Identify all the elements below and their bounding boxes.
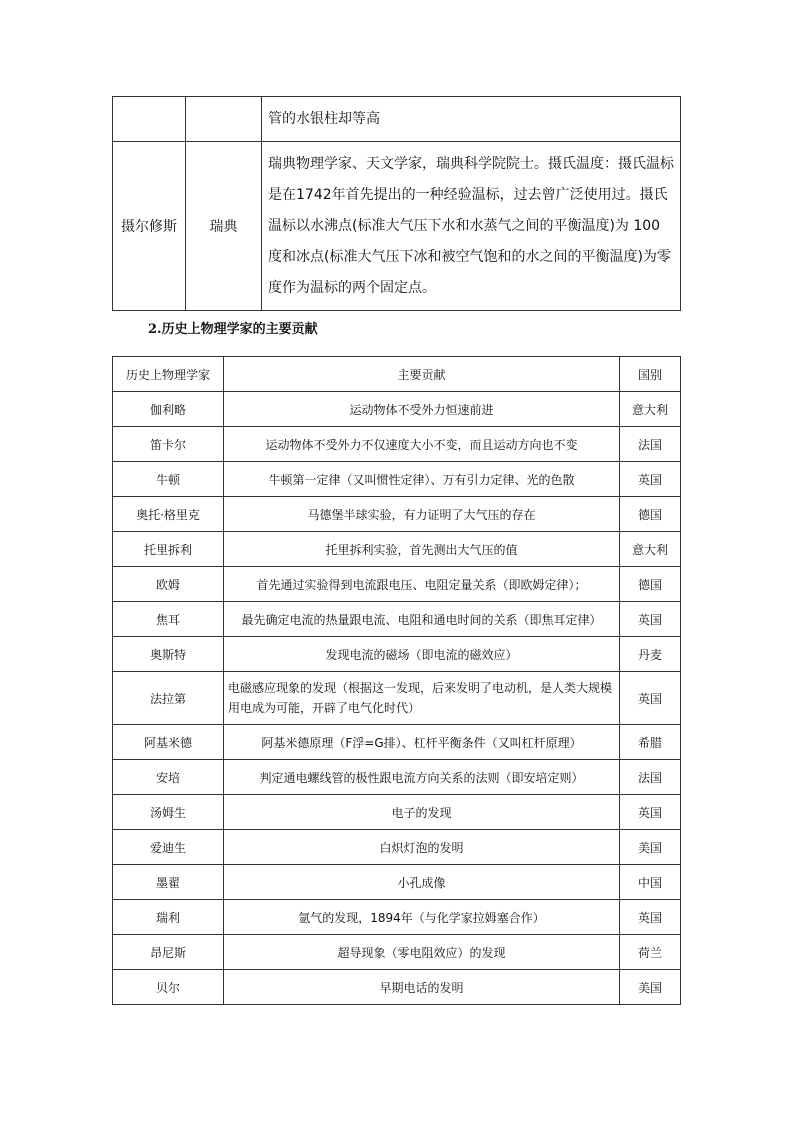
- scientist-name: 牛顿: [113, 462, 224, 497]
- table-row: [113, 602, 681, 637]
- table-header-row: [113, 357, 681, 392]
- scientist-name: 爱迪生: [113, 830, 224, 865]
- header-scientist: 历史上物理学家: [113, 357, 224, 392]
- scientist-name: 笛卡尔: [113, 427, 224, 462]
- country-cell: 德国: [620, 567, 681, 602]
- table-row: [113, 392, 681, 427]
- country-cell: 法国: [620, 760, 681, 795]
- table-cell: [113, 97, 186, 142]
- country-cell: 荷兰: [620, 935, 681, 970]
- table-row: [113, 672, 681, 725]
- country-cell: 希腊: [620, 725, 681, 760]
- contribution-cell: 马德堡半球实验，有力证明了大气压的存在: [224, 497, 620, 532]
- contribution-table: [112, 356, 681, 1005]
- table-row: [113, 142, 681, 311]
- table-row: [113, 97, 681, 142]
- contribution-cell: 运动物体不受外力恒速前进: [224, 392, 620, 427]
- table-row: [113, 760, 681, 795]
- table-cell-description: 管的水银柱却等高: [262, 97, 681, 142]
- table-row: [113, 970, 681, 1005]
- scientist-name: 伽利略: [113, 392, 224, 427]
- country-cell: 英国: [620, 602, 681, 637]
- country-cell: 英国: [620, 795, 681, 830]
- contribution-cell: 运动物体不受外力不仅速度大小不变，而且运动方向也不变: [224, 427, 620, 462]
- contribution-cell: 首先通过实验得到电流跟电压、电阻定量关系（即欧姆定律）；: [224, 567, 620, 602]
- country-cell: 意大利: [620, 532, 681, 567]
- scientist-name: 奥斯特: [113, 637, 224, 672]
- country-cell: 意大利: [620, 392, 681, 427]
- table-row: [113, 830, 681, 865]
- table-cell: [186, 97, 262, 142]
- table-row: [113, 865, 681, 900]
- scientist-name: 法拉第: [113, 672, 224, 725]
- contribution-cell: 白炽灯泡的发明: [224, 830, 620, 865]
- country-cell: 英国: [620, 900, 681, 935]
- scientist-name: 奥托·格里克: [113, 497, 224, 532]
- table-row: [113, 427, 681, 462]
- table-row: [113, 900, 681, 935]
- scientist-name: 汤姆生: [113, 795, 224, 830]
- scientist-name: 贝尔: [113, 970, 224, 1005]
- scientist-country: 瑞典: [186, 142, 262, 311]
- scientist-name: 昂尼斯: [113, 935, 224, 970]
- table-row: [113, 497, 681, 532]
- scientist-name: 阿基米德: [113, 725, 224, 760]
- scientist-description: 瑞典物理学家、天文学家，瑞典科学院院士。摄氏温度：摄氏温标是在1742年首先提出的一种经验温标，过去曾广泛使用过。摄氏温标以水沸点(标准大气压下水和水蒸气之间的平衡温度)为 100度和冰点(标准大气压下冰和被空气饱和的水之间的平衡温度)为零度作为温标的两个固定点。: [262, 142, 681, 311]
- table-body: [113, 392, 681, 1005]
- scientist-name: 墨翟: [113, 865, 224, 900]
- table-row: [113, 532, 681, 567]
- scientist-table-top: [112, 96, 681, 311]
- contribution-cell: 氩气的发现，1894年（与化学家拉姆塞合作）: [224, 900, 620, 935]
- country-cell: 美国: [620, 830, 681, 865]
- country-cell: 美国: [620, 970, 681, 1005]
- table-row: [113, 567, 681, 602]
- scientist-name: 摄尔修斯: [113, 142, 186, 311]
- contribution-cell: 托里拆利实验，首先测出大气压的值: [224, 532, 620, 567]
- header-country: 国别: [620, 357, 681, 392]
- country-cell: 英国: [620, 462, 681, 497]
- table-row: [113, 725, 681, 760]
- contribution-cell: 判定通电螺线管的极性跟电流方向关系的法则（即安培定则）: [224, 760, 620, 795]
- contribution-cell: 电磁感应现象的发现（根据这一发现，后来发明了电动机，是人类大规模用电成为可能，开辟了电气化时代）: [224, 672, 620, 725]
- table-row: [113, 462, 681, 497]
- section-title: 2.历史上物理学家的主要贡献: [148, 322, 318, 337]
- contribution-cell: 发现电流的磁场（即电流的磁效应）: [224, 637, 620, 672]
- table-row: [113, 795, 681, 830]
- contribution-cell: 超导现象（零电阻效应）的发现: [224, 935, 620, 970]
- scientist-name: 欧姆: [113, 567, 224, 602]
- table-row: [113, 935, 681, 970]
- country-cell: 法国: [620, 427, 681, 462]
- country-cell: 英国: [620, 672, 681, 725]
- country-cell: 中国: [620, 865, 681, 900]
- scientist-name: 瑞利: [113, 900, 224, 935]
- contribution-cell: 牛顿第一定律（又叫惯性定律）、万有引力定律、光的色散: [224, 462, 620, 497]
- scientist-name: 安培: [113, 760, 224, 795]
- contribution-cell: 最先确定电流的热量跟电流、电阻和通电时间的关系（即焦耳定律）: [224, 602, 620, 637]
- contribution-cell: 小孔成像: [224, 865, 620, 900]
- contribution-cell: 早期电话的发明: [224, 970, 620, 1005]
- scientist-name: 托里拆利: [113, 532, 224, 567]
- country-cell: 德国: [620, 497, 681, 532]
- contribution-cell: 阿基米德原理（F浮=G排）、杠杆平衡条件（又叫杠杆原理）: [224, 725, 620, 760]
- header-contribution: 主要贡献: [224, 357, 620, 392]
- contribution-cell: 电子的发现: [224, 795, 620, 830]
- scientist-name: 焦耳: [113, 602, 224, 637]
- country-cell: 丹麦: [620, 637, 681, 672]
- table-row: [113, 637, 681, 672]
